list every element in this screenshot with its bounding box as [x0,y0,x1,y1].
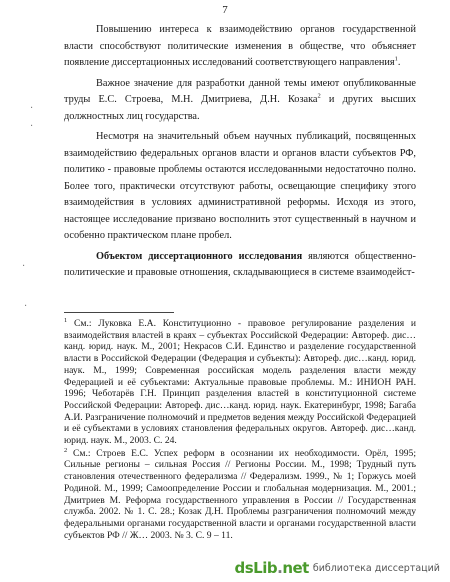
watermark-caption: библиотека диссертаций [312,562,440,574]
footnote-2-text: См.: Строев Е.С. Успех реформ в осознании их необходимости. Орёл, 1995; Сильные регионы – сильная Россия // Регионы России. М., 1998; Трудный путь становления отечественного федерализма // Федерализм. 1999., № 1; Горжусь моей Родиной. М., 1999; Самоопределение России и глобальная модернизация. М., 2001.; Дмитриев М. Реформа государственного управления в России // Государственная служба. 2002. № 1. С. 28.; Козак Д.Н. Проблемы разграничения полномочий между федеральными органами государственной власти и органами государственной власти субъектов РФ // Ж… 2003. № 3. С. 9 – 11. [64,447,416,541]
footnote-ref-2: 2 [317,92,321,100]
dslib-logo [235,559,309,577]
paragraph-3: Несмотря на значительный объем научных публикаций, посвященных взаимодействию федеральных органов власти и органов власти субъектов РФ, политико - правовые проблемы остаются исследованными недостаточно полно. Более того, практически отсутствуют работы, освещающие специфику этого взаимодействия в условиях административной реформы. Исходя из этого, настоящее исследование призвано восполнить этот существенный в научном и особенно практическом плане пробел. [64,131,416,241]
scan-mark: · [22,261,26,272]
paragraph-1-text: Повышению интереса к взаимодействию органов государственной власти способствуют политические изменения в обществе, что объясняет появление диссертационных исследований соответствующего направления [64,24,416,68]
paragraph-1-end: . [397,57,401,68]
main-text [64,22,416,282]
paragraph-2 [64,76,416,126]
footnotes [64,318,416,541]
scan-mark: · [30,121,34,132]
logo-dot: . [277,559,283,577]
page-number: 7 [222,4,228,16]
scan-mark: · [30,103,34,114]
paragraph-4 [64,249,416,282]
footnote-separator [64,312,174,313]
scan-mark: · [24,301,28,312]
logo-tld: net [282,559,309,577]
dslib-watermark[interactable] [231,557,445,579]
paragraph-4-text: являются общественно-политические и правовые отношения, складывающиеся в системе взаимодейст- [64,250,416,278]
footnote-2-number: 2 [64,446,68,454]
footnote-1-text: См.: Луковка Е.А. Конституционно - правовое регулирование разделения и взаимодействия властей в краях – субъектах Российской Федерации: Автореф. дис… канд. юрид. наук. М., 2001; Некрасов С.И. Единство и разделение государственной власти в Российской Федерации (Федерация и субъекты): Автореф. дис…канд. юрид. наук. М., 1999; Современная российская модель разделения власти между Федерацией и её субъектами: Актуальные правовые проблемы. М.: ИНИОН РАН. 1996; Чеботарёв Г.Н. Принцип разделения властей в конституционной системе Российской Федерации: Автореф. дис…канд. юрид. наук. Екатеринбург, 1998; Багаба А.И. Разграничение полномочий и предметов ведения между Российской Федерацией и её субъектами в условиях становления федеральных округов. Автореф. дис…канд. юрид. наук. М., 2003. С. 24. [64,318,416,447]
logo-main: dsLib [234,559,278,577]
footnote-1-number: 1 [64,316,68,324]
footnote-2 [64,448,416,542]
footnote-1 [64,318,416,447]
paragraph-1 [64,22,416,72]
paragraph-2-text-a: Важное значение для разработки данной темы имеют опубликованные труды Е.С. Строева, М.Н. Дмитриева, Д.Н. Козака [64,77,416,105]
footnote-ref-1: 1 [394,55,398,63]
paragraph-2-text-b: и других высших должностных лиц государства. [64,94,416,122]
object-of-research-heading: Объектом диссертационного исследования [96,250,303,262]
